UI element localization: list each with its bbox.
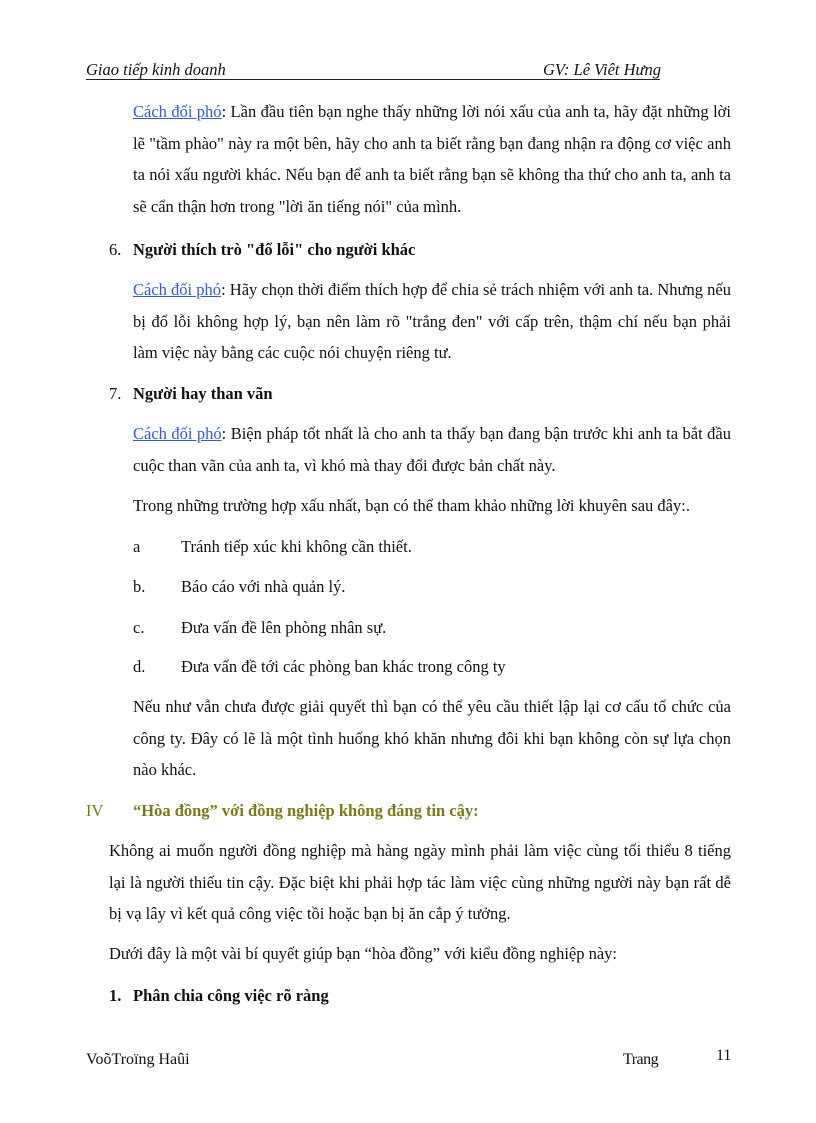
- item-7-closing-paragraph: Nếu như vẫn chưa được giải quyết thì bạn có thể yêu cầu thiết lập lại cơ cấu tổ chức của công ty. Đây có lẽ là một tình huống khó khăn nhưng đôi khi bạn không còn sự lựa chọn nào khác.: [133, 697, 731, 779]
- subheading-1-number: 1.: [109, 986, 122, 1005]
- list-marker: c.: [133, 618, 145, 637]
- footer-author: VoõTroïng Haûi: [86, 1051, 190, 1068]
- list-item: Tránh tiếp xúc khi không cần thiết.: [181, 537, 412, 556]
- section-iv-paragraph-1: Không ai muốn người đồng nghiệp mà hàng ngày mình phải làm việc cùng tối thiểu 8 tiếng lại là người thiếu tin cậy. Đặc biệt khi phải hợp tác làm việc cùng những người này bạn rất dễ bị vạ lây vì kết quả công việc tồi hoặc bạn bị ăn cắp ý tưởng.: [109, 841, 731, 923]
- item-6-paragraph: [133, 274, 731, 369]
- footer-page-number: 11: [716, 1047, 732, 1064]
- item-6-number: 6.: [109, 240, 122, 259]
- item-7-intro: Trong những trường hợp xấu nhất, bạn có thể tham khảo những lời khuyên sau đây:.: [133, 496, 690, 515]
- section5-paragraph: [133, 96, 731, 222]
- item-7-number: 7.: [109, 384, 122, 403]
- list-marker: d.: [133, 657, 146, 676]
- paragraph-text: : Lần đầu tiên bạn nghe thấy những lời nói xấu của anh ta, hãy đặt những lời lẽ "tầm phào" này ra một bên, hãy cho anh ta biết rằng bạn đang nhận ra động cơ việc anh ta nói xấu người khác. Nếu bạn để anh ta biết rằng bạn sẽ không tha thứ cho anh ta, anh ta sẽ cẩn thận hơn trong "lời ăn tiếng nói" của mình.: [133, 102, 731, 216]
- list-item: Đưa vấn đề lên phòng nhân sự.: [181, 618, 387, 637]
- item-7-paragraph: [133, 418, 731, 481]
- paragraph-text: : Biện pháp tốt nhất là cho anh ta thấy bạn đang bận trước khi anh ta bắt đầu cuộc than vãn của anh ta, vì khó mà thay đổi được bản chất này.: [133, 424, 731, 475]
- header-right-lecturer: GV: Lê Viêt Hưng: [543, 60, 662, 79]
- subheading-1-title: Phân chia công việc rõ ràng: [133, 986, 329, 1005]
- paragraph-text: : Hãy chọn thời điểm thích hợp để chia sẻ trách nhiệm với anh ta. Nhưng nếu bị đổ lỗi không hợp lý, bạn nên làm rõ "trắng đen" với cấp trên, thậm chí nếu bạn phải làm việc này bằng các cuộc nói chuyện riêng tư.: [133, 280, 731, 362]
- coping-link[interactable]: Cách đối phó: [133, 424, 222, 443]
- section-iv-title: “Hòa đồng” với đồng nghiệp không đáng tin cậy:: [133, 801, 479, 820]
- list-marker: b.: [133, 577, 146, 596]
- list-item: Báo cáo với nhà quản lý.: [181, 577, 346, 596]
- list-item: Đưa vấn đề tới các phòng ban khác trong công ty: [181, 657, 506, 676]
- coping-link[interactable]: Cách đối phó: [133, 280, 222, 299]
- header-divider: [86, 79, 660, 80]
- footer-page-label: Trang: [623, 1051, 659, 1068]
- list-marker: a: [133, 537, 141, 556]
- item-6-title: Người thích trò "đổ lỗi" cho người khác: [133, 240, 416, 259]
- section-iv-paragraph-2: Dưới đây là một vài bí quyết giúp bạn “hòa đồng” với kiểu đồng nghiệp này:: [109, 944, 618, 963]
- item-7-title: Người hay than vãn: [133, 384, 273, 403]
- header-left-title: Giao tiếp kinh doanh: [86, 60, 226, 79]
- coping-link[interactable]: Cách đối phó: [133, 102, 222, 121]
- section-iv-number: IV: [86, 801, 104, 820]
